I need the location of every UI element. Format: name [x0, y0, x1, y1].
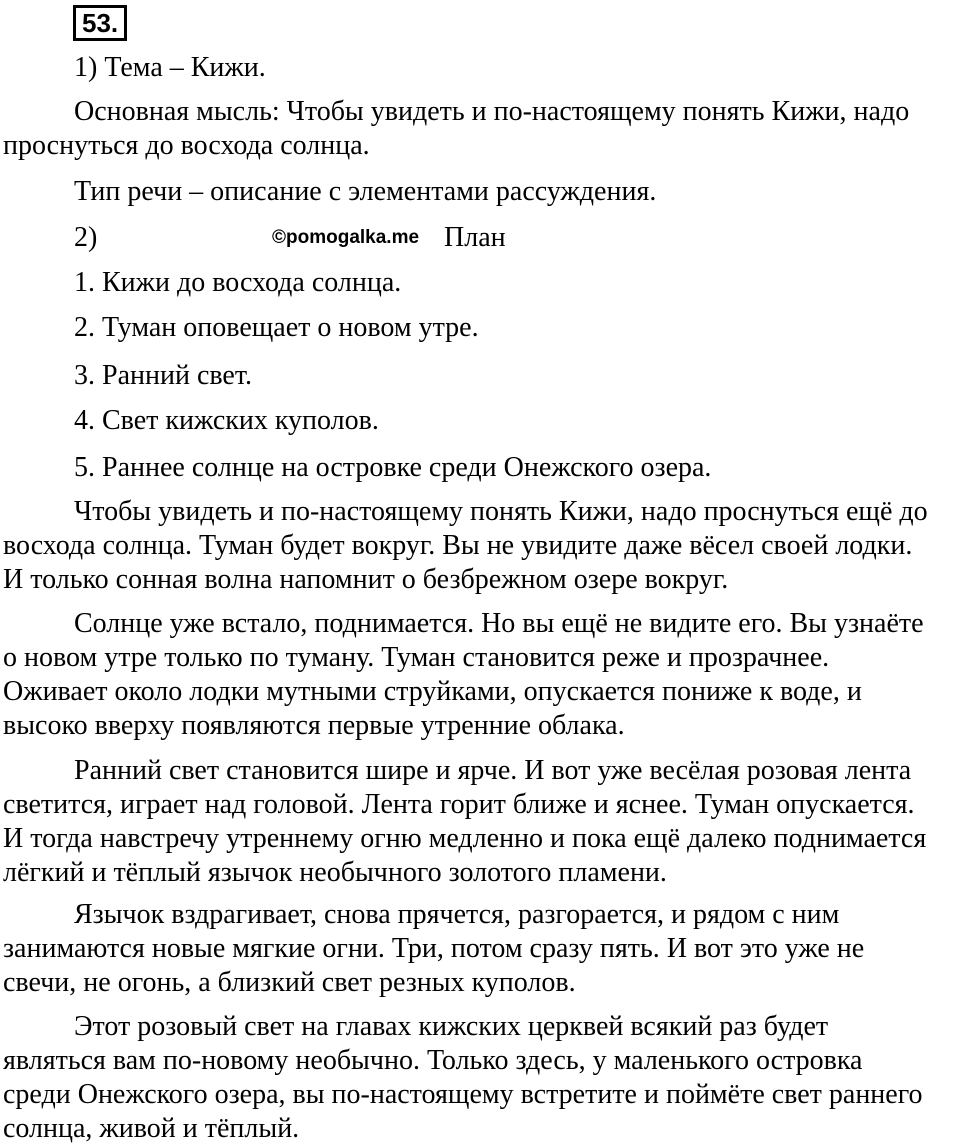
- paragraph-line: И тогда навстречу утреннему огню медленно и пока ещё далеко поднимается: [3, 823, 927, 854]
- speech-type-line: Тип речи – описание с элементами рассуждения.: [74, 176, 657, 207]
- paragraph-line: солнца, живой и тёплый.: [3, 1113, 300, 1144]
- plan-item: 3. Ранний свет.: [74, 360, 252, 391]
- paragraph-line: Этот розовый свет на главах кижских церквей всякий раз будет: [74, 1011, 829, 1042]
- text-paragraph-2: [3, 607, 960, 743]
- paragraph-line: свечи, не огонь, а близкий свет резных куполов.: [3, 967, 576, 998]
- paragraph-line: лёгкий и тёплый язычок необычного золотого пламени.: [3, 857, 667, 888]
- main-idea-line: Основная мысль: Чтобы увидеть и по-настоящему понять Кижи, надо: [74, 96, 910, 127]
- paragraph-line: среди Онежского озера, вы по-настоящему встретите и поймёте свет раннего: [3, 1079, 923, 1110]
- paragraph-line: восхода солнца. Туман будет вокруг. Вы не увидите даже вёсел своей лодки.: [3, 530, 913, 561]
- theme-line: 1) Тема – Кижи.: [74, 52, 266, 83]
- paragraph-line: И только сонная волна напомнит о безбрежном озере вокруг.: [3, 564, 729, 595]
- text-paragraph-4: [3, 898, 960, 1000]
- text-paragraph-3: [3, 754, 960, 890]
- plan-title: План: [444, 222, 506, 253]
- paragraph-line: Чтобы увидеть и по-настоящему понять Кижи, надо проснуться ещё до: [74, 496, 928, 527]
- paragraph-line: занимаются новые мягкие огни. Три, потом сразу пять. И вот это уже не: [3, 933, 865, 964]
- watermark: ©pomogalka.me: [272, 227, 420, 248]
- text-paragraph-1: [3, 495, 960, 597]
- main-idea-line: проснуться до восхода солнца.: [3, 130, 370, 161]
- paragraph-line: светится, играет над головой. Лента горит ближе и яснее. Туман опускается.: [3, 789, 915, 820]
- paragraph-line: Ранний свет становится шире и ярче. И вот уже весёлая розовая лента: [74, 755, 912, 786]
- paragraph-line: о новом утре только по туману. Туман становится реже и прозрачнее.: [3, 642, 830, 673]
- item2-label: 2): [74, 222, 98, 253]
- plan-item: 2. Туман оповещает о новом утре.: [74, 312, 479, 343]
- paragraph-line: Оживает около лодки мутными струйками, опускается пониже к воде, и: [3, 676, 862, 707]
- main-idea: [3, 95, 960, 163]
- paragraph-line: высоко вверху появляются первые утренние облака.: [3, 710, 625, 741]
- plan-item: 1. Кижи до восхода солнца.: [74, 267, 402, 298]
- plan-item: 5. Раннее солнце на островке среди Онежского озера.: [74, 452, 712, 483]
- plan-item: 4. Свет кижских куполов.: [74, 405, 379, 436]
- paragraph-line: являться вам по-новому необычно. Только здесь, у маленького островка: [3, 1045, 863, 1076]
- paragraph-line: Солнце уже встало, поднимается. Но вы ещё не видите его. Вы узнаёте: [74, 608, 924, 639]
- paragraph-line: Язычок вздрагивает, снова прячется, разгорается, и рядом с ним: [74, 899, 840, 930]
- exercise-number: 53.: [73, 5, 127, 41]
- text-paragraph-5: [3, 1010, 960, 1146]
